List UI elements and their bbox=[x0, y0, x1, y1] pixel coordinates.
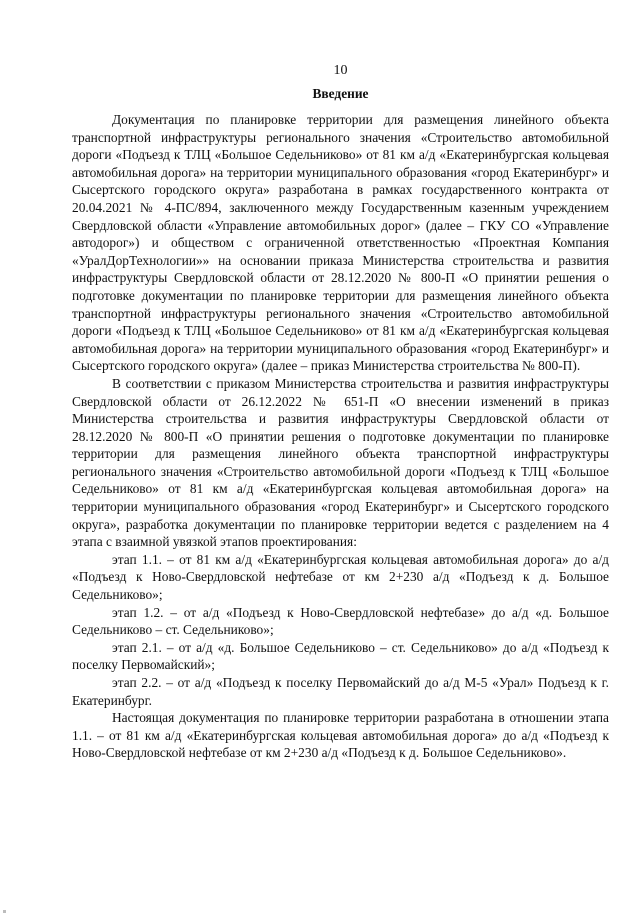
scan-speck bbox=[3, 910, 6, 913]
paragraph-stage-2-1: этап 2.1. – от а/д «д. Большое Седельниково – ст. Седельниково» до а/д «Подъезд к поселку Первомайский»; bbox=[72, 639, 609, 673]
paragraph-stage-1-1: этап 1.1. – от 81 км а/д «Екатеринбургская кольцевая автомобильная дорога» до а/д «Подъезд к Ново-Свердловской нефтебазе от км 2+230 а/д «Подъезд к д. Большое Седельниково»; bbox=[72, 551, 609, 603]
paragraph-introduction: Документация по планировке территории для размещения линейного объекта транспортной инфраструктуры регионального значения «Строительство автомобильной дороги «Подъезд к ТЛЦ «Большое Седельниково» от 81 км а/д «Екатеринбургская кольцевая автомобильная дорога» на территории муниципального образования «город Екатеринбург» и Сысертского городского округа» разработана в рамках государственного контракта от 20.04.2021 № 4-ПС/894, заключенного между Государственным казенным учреждением Свердловской области «Управление автомобильных дорог» (далее – ГКУ СО «Управление автодорог») и обществом с ограниченной ответственностью «Проектная Компания «УралДорТехнологии»» на основании приказа Министерства строительства и развития инфраструктуры Свердловской области от 28.12.2020 № 800-П «О принятии решения о подготовке документации по планировке территории для размещения линейного объекта транспортной инфраструктуры регионального значения «Строительство автомобильной дороги «Подъезд к ТЛЦ «Большое Седельниково» от 81 км а/д «Екатеринбургская кольцевая автомобильная дорога» на территории муниципального образования «город Екатеринбург» и Сысертского городского округа» (далее – приказ Министерства строительства № 800-П). bbox=[72, 112, 609, 374]
paragraph-stage-1-2: этап 1.2. – от а/д «Подъезд к Ново-Свердловской нефтебазе» до а/д «д. Большое Седельниково – ст. Седельниково»; bbox=[72, 604, 609, 638]
document-page bbox=[72, 0, 609, 916]
section-heading: Введение bbox=[312, 86, 369, 101]
document-body bbox=[72, 111, 609, 762]
paragraph-stage-2-2: этап 2.2. – от а/д «Подъезд к поселку Первомайский до а/д М-5 «Урал» Подъезд к г. Екатеринбург. bbox=[72, 675, 609, 708]
page-number: 10 bbox=[333, 63, 348, 78]
paragraph-scope: Настоящая документация по планировке территории разработана в отношении этапа 1.1. – от 81 км а/д «Екатеринбургская кольцевая автомобильная дорога» до а/д «Подъезд к Ново-Свердловской нефтебазе от км 2+230 а/д «Подъезд к д. Большое Седельниково». bbox=[72, 710, 609, 761]
paragraph-order-amendment: В соответствии с приказом Министерства строительства и развития инфраструктуры Свердловской области от 26.12.2022 № 651-П «О внесении изменений в приказ Министерства строительства и развития инфраструктуры Свердловской области от 28.12.2020 № 800-П «О принятии решения о подготовке документации по планировке территории для размещения линейного объекта транспортной инфраструктуры регионального значения «Строительство автомобильной дороги «Подъезд к ТЛЦ «Большое Седельниково» от 81 км а/д «Екатеринбургская кольцевая автомобильная дорога» на территории муниципального образования «город Екатеринбург» и Сысертского городского округа», разработка документации по планировке территории ведется с разделением на 4 этапа с взаимной увязкой этапов проектирования: bbox=[72, 375, 609, 550]
